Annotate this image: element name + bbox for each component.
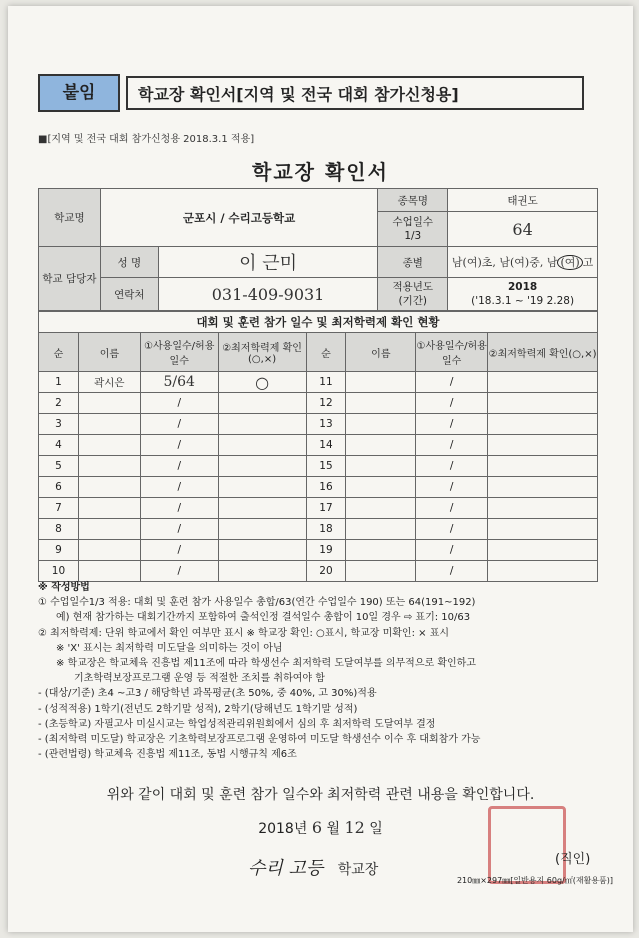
row-name <box>78 519 140 540</box>
row-no: 3 <box>39 414 79 435</box>
form-area <box>38 188 598 582</box>
col-name: 이름 <box>78 333 140 372</box>
school-value: 군포시 / 수리고등학교 <box>100 189 377 247</box>
row-pass-right <box>488 393 598 414</box>
note-1a: ① 수업일수1/3 적용: 대회 및 훈련 참가 사용일수 총합/63(연간 수업일수 190) 또는 64(191~192) <box>38 597 476 609</box>
row-no: 6 <box>39 477 79 498</box>
official-seal-icon <box>488 806 566 884</box>
table-row <box>39 540 598 561</box>
row-pass-right <box>488 456 598 477</box>
row-no-right: 18 <box>306 519 346 540</box>
col-no: 순 <box>39 333 79 372</box>
date-year: 2018년 <box>258 821 308 837</box>
sport-value: 태권도 <box>448 189 598 212</box>
type-circled: (여) <box>557 255 582 270</box>
row-pass <box>218 414 306 435</box>
row-pass <box>218 561 306 582</box>
row-name <box>78 498 140 519</box>
row-name: 곽시은 <box>78 372 140 393</box>
col-name-right: 이름 <box>346 333 416 372</box>
table-rows <box>39 372 598 582</box>
type-value <box>448 247 598 278</box>
row-days: / <box>140 561 218 582</box>
row-days-right: / <box>416 561 488 582</box>
row-name-right <box>346 540 416 561</box>
row-name-right <box>346 393 416 414</box>
row-days-right: / <box>416 540 488 561</box>
row-pass <box>218 498 306 519</box>
row-days-right: / <box>416 393 488 414</box>
row-name <box>78 477 140 498</box>
row-no: 4 <box>39 435 79 456</box>
row-name <box>78 435 140 456</box>
contact-value: 031-409-9031 <box>158 278 378 311</box>
row-no-right: 15 <box>306 456 346 477</box>
row-name-right <box>346 372 416 393</box>
notes-heading: ※ 작성방법 <box>38 582 90 593</box>
note-4b: 기초학력보장프로그램 운영 등 적절한 조치를 취하여야 함 <box>74 673 325 685</box>
row-no: 2 <box>39 393 79 414</box>
row-pass-right <box>488 561 598 582</box>
row-days: / <box>140 477 218 498</box>
type-suffix: 고 <box>582 256 594 269</box>
table-row <box>39 519 598 540</box>
table-row <box>39 414 598 435</box>
row-name-right <box>346 456 416 477</box>
col-days: ①사용일수/허용일수 <box>140 333 218 372</box>
teacher-group-label: 학교 담당자 <box>39 247 101 311</box>
section-title: 대회 및 훈련 참가 일수 및 최저학력제 확인 현황 <box>39 312 598 333</box>
row-days-right: / <box>416 519 488 540</box>
col-pass-right: ②최저학력제 확인(○,×) <box>488 333 598 372</box>
row-pass-right <box>488 372 598 393</box>
row-pass <box>218 393 306 414</box>
year-label-text: 적용년도 <box>392 281 434 293</box>
row-days: / <box>140 393 218 414</box>
row-name <box>78 393 140 414</box>
teacher-name-value: 이 근미 <box>158 247 378 278</box>
row-no: 10 <box>39 561 79 582</box>
principal-signature <box>248 854 378 880</box>
row-days-right: / <box>416 498 488 519</box>
note-9: - (관련법령) 학교체육 진흥법 제11조, 동법 시행규칙 제6조 <box>38 749 297 761</box>
days-ratio: 1/3 <box>404 230 422 242</box>
school-name-handwritten: 수리 고등 <box>248 858 324 879</box>
year-period: ('18.3.1 ~ '19 2.28) <box>471 295 575 307</box>
year-value-text: 2018 <box>507 281 538 293</box>
teacher-name-label: 성 명 <box>100 247 158 278</box>
row-days: / <box>140 540 218 561</box>
document-page <box>8 6 633 932</box>
row-no-right: 13 <box>306 414 346 435</box>
row-pass <box>218 477 306 498</box>
row-name-right <box>346 498 416 519</box>
row-name-right <box>346 435 416 456</box>
row-no: 7 <box>39 498 79 519</box>
row-name <box>78 414 140 435</box>
year-value <box>448 278 598 311</box>
sport-label: 종목명 <box>378 189 448 212</box>
row-name-right <box>346 477 416 498</box>
row-no-right: 19 <box>306 540 346 561</box>
row-days: / <box>140 519 218 540</box>
days-label-text: 수업일수 <box>392 216 434 228</box>
date-month-unit: 월 <box>326 821 340 837</box>
row-name-right <box>346 414 416 435</box>
row-days: / <box>140 414 218 435</box>
table-row <box>39 477 598 498</box>
confirmation-text: 위와 같이 대회 및 훈련 참가 일수와 최저학력 관련 내용을 확인합니다. <box>106 787 535 803</box>
table-row <box>39 498 598 519</box>
table-row <box>39 561 598 582</box>
date-month: 6 <box>311 818 322 837</box>
main-title: 학교장 확인서 <box>252 160 389 184</box>
note-1b: 예) 현재 참가하는 대회기간까지 포함하여 출석인정 결석일수 총합이 10일 경우 ⇨ 표기: 10/63 <box>56 612 471 624</box>
table-row <box>39 456 598 477</box>
type-label: 종별 <box>378 247 448 278</box>
row-name <box>78 561 140 582</box>
row-pass-right <box>488 519 598 540</box>
row-pass-right <box>488 498 598 519</box>
row-no-right: 17 <box>306 498 346 519</box>
document-header-title: 학교장 확인서[지역 및 전국 대회 참가신청용] <box>126 76 584 110</box>
note-3: ※ 'X' 표시는 최저학력 미도달을 의미하는 것이 아님 <box>56 642 283 654</box>
row-name <box>78 540 140 561</box>
col-no-right: 순 <box>306 333 346 372</box>
row-name-right <box>346 519 416 540</box>
row-days: / <box>140 498 218 519</box>
form-subnote: ■[지역 및 전국 대회 참가신청용 2018.3.1 적용] <box>38 134 255 145</box>
row-pass <box>218 519 306 540</box>
row-no-right: 12 <box>306 393 346 414</box>
year-label <box>378 278 448 311</box>
days-label <box>378 212 448 247</box>
contact-label: 연락처 <box>100 278 158 311</box>
row-no: 9 <box>39 540 79 561</box>
participation-table <box>38 311 598 582</box>
school-label: 학교명 <box>39 189 101 247</box>
col-days-right: ①사용일수/허용일수 <box>416 333 488 372</box>
date-day-unit: 일 <box>369 821 383 837</box>
year-sub: (기간) <box>398 295 428 307</box>
note-5: - (대상/기준) 초4 ~고3 / 해당학년 과목평균(초 50%, 중 40%, 고 30%)적용 <box>38 688 377 700</box>
row-pass <box>218 540 306 561</box>
row-days-right: / <box>416 414 488 435</box>
row-days-right: / <box>416 477 488 498</box>
row-no: 5 <box>39 456 79 477</box>
table-row <box>39 393 598 414</box>
note-2: ② 최저학력제: 단위 학교에서 확인 여부만 표시 ※ 학교장 확인: ○표시, 학교장 미확인: × 표시 <box>38 627 450 639</box>
date-day: 12 <box>344 818 365 837</box>
school-info-table <box>38 188 598 311</box>
row-pass-right <box>488 414 598 435</box>
row-name-right <box>346 561 416 582</box>
table-row <box>39 435 598 456</box>
note-6: - (성적적용) 1학기(전년도 2학기말 성적), 2학기(당해년도 1학기말 성적) <box>38 703 358 715</box>
row-name <box>78 456 140 477</box>
row-pass-right <box>488 540 598 561</box>
row-days: 5/64 <box>140 372 218 393</box>
row-no: 1 <box>39 372 79 393</box>
seal-label: (직인) <box>555 852 591 867</box>
row-days-right: / <box>416 435 488 456</box>
attachment-badge: 붙임 <box>38 74 120 112</box>
row-days-right: / <box>416 372 488 393</box>
row-pass <box>218 435 306 456</box>
row-no-right: 14 <box>306 435 346 456</box>
instructions <box>38 580 608 762</box>
paper-spec-footer: 210㎜×297㎜[일반용지 60g/㎡(재활용품)] <box>456 876 613 885</box>
note-4a: ※ 학교장은 학교체육 진흥법 제11조에 따라 학생선수 최저학력 도달여부를 의무적으로 확인하고 <box>56 658 476 670</box>
row-no-right: 16 <box>306 477 346 498</box>
type-value-text: 남(여)초, 남(여)중, 남 <box>451 256 558 269</box>
row-pass: ○ <box>218 372 306 393</box>
row-no: 8 <box>39 519 79 540</box>
col-pass: ②최저학력제 확인(○,×) <box>218 333 306 372</box>
row-pass <box>218 456 306 477</box>
row-days: / <box>140 456 218 477</box>
days-value: 64 <box>448 212 598 247</box>
row-days: / <box>140 435 218 456</box>
row-pass-right <box>488 477 598 498</box>
note-7: - (초등학교) 자필고사 미실시교는 학업성적관리위원회에서 심의 후 최저학력 도달여부 결정 <box>38 718 436 730</box>
note-8: - (최저학력 미도달) 학교장은 기초학력보장프로그램 운영하여 미도달 학생선수 이수 후 대회참가 가능 <box>38 734 481 746</box>
row-days-right: / <box>416 456 488 477</box>
row-no-right: 11 <box>306 372 346 393</box>
row-no-right: 20 <box>306 561 346 582</box>
principal-title: 학교장 <box>337 862 379 878</box>
table-row <box>39 372 598 393</box>
row-pass-right <box>488 435 598 456</box>
